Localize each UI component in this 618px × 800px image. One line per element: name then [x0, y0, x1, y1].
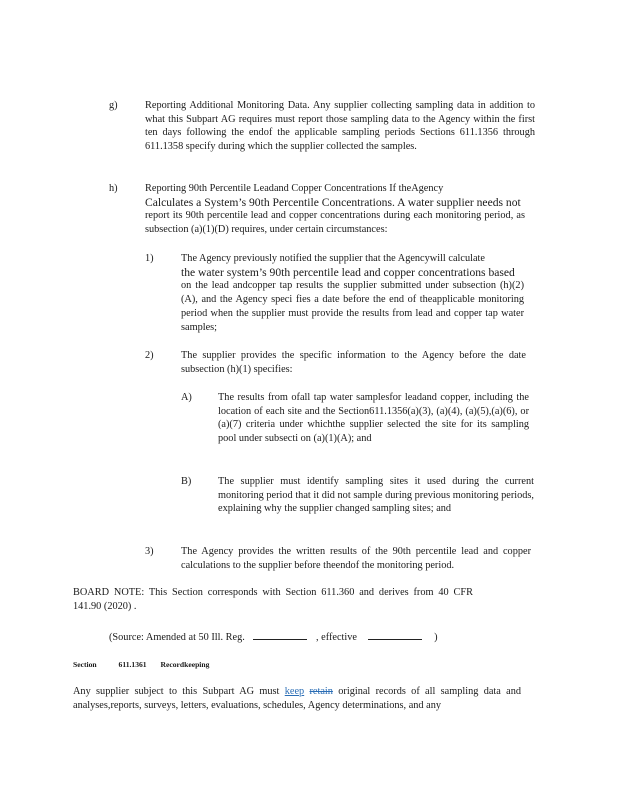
item-h-text: [145, 182, 541, 237]
recordkeeping-before: Any supplier subject to this Subpart AG must: [73, 686, 280, 697]
item-1-label: 1): [145, 253, 154, 264]
inserted-text: keep: [284, 686, 305, 697]
register-blank: [253, 628, 307, 640]
item-B-text: The supplier must identify sampling sites it used during the current monitoring period that it did not sample during previous monitoring periods, explaining why the supplier changed sampling sites; and: [218, 476, 534, 515]
board-note: BOARD NOTE: This Section corresponds with Section 611.360 and derives from 40 CFR 141.90 (2020) .: [73, 587, 473, 612]
item-h-label: h): [109, 183, 118, 194]
deleted-text: retain: [309, 686, 333, 697]
recordkeeping-after: original records of all sampling data and analyses,reports, surveys, letters, evaluations, schedules, Agency determinations, and any: [73, 686, 522, 711]
item-h-line1: Reporting 90th Percentile Leadand Copper Concentrations If theAgency: [145, 183, 444, 194]
item-2-text: The supplier provides the specific information to the Agency before the date subsection (h)(1) specifies:: [181, 350, 526, 375]
source-middle: , effective: [316, 632, 357, 643]
item-1-text: [181, 252, 535, 334]
source-prefix: (Source: Amended at 50 Ill. Reg.: [109, 632, 245, 643]
source-line: [109, 628, 438, 645]
item-1-line1: The Agency previously notified the supplier that the Agencywill calculate: [181, 253, 485, 264]
source-suffix: ): [434, 632, 438, 643]
section-heading: [73, 658, 209, 672]
section-title: Recordkeeping: [160, 660, 210, 669]
item-A-text: The results from ofall tap water samplesfor leadand copper, including the location of each site and the Section611.1356(a)(3), (a)(4), (a)(5),(a)(6), or (a)(7) criteria under whichthe supplier selected the site for its sampling pool under subsecti on (a)(1)(A); and: [218, 392, 529, 445]
section-number: Section 611.1361: [73, 660, 147, 669]
item-1-line2: the water system’s 90th percentile lead and copper concentrations based: [181, 265, 515, 279]
item-h-line2: Calculates a System’s 90th Percentile Concentrations. A water supplier needs not: [145, 195, 521, 209]
item-1-rest: on the lead andcopper tap results the supplier submitted under subsection (h)(2)(A), and the Agency speci fies a date before the end of theapplicable monitoring period when the supplier must provide the results from lead and copper tap water samples;: [181, 280, 524, 333]
item-3-text: The Agency provides the written results of the 90th percentile lead and copper calculations to the supplier before theendof the monitoring period.: [181, 546, 531, 571]
recordkeeping-paragraph: [73, 685, 521, 712]
item-g-label: g): [109, 100, 118, 111]
item-B-label: B): [181, 476, 192, 487]
item-g-text: Reporting Additional Monitoring Data. Any supplier collecting sampling data in addition to what this Subpart AG requires must report those sampling data to the Agency within the first ten days following the endof the applicable sampling periods Sections 611.1356 through 611.1358 specify during which the supplier collected the samples.: [145, 100, 535, 153]
item-A-label: A): [181, 392, 192, 403]
item-2-label: 2): [145, 350, 154, 361]
item-h-rest: report its 90th percentile lead and copper concentrations during each monitoring period, as subsection (a)(1)(D) requires, under certain circumstances:: [145, 210, 525, 236]
item-3-label: 3): [145, 546, 154, 557]
effective-date-blank: [368, 628, 422, 640]
